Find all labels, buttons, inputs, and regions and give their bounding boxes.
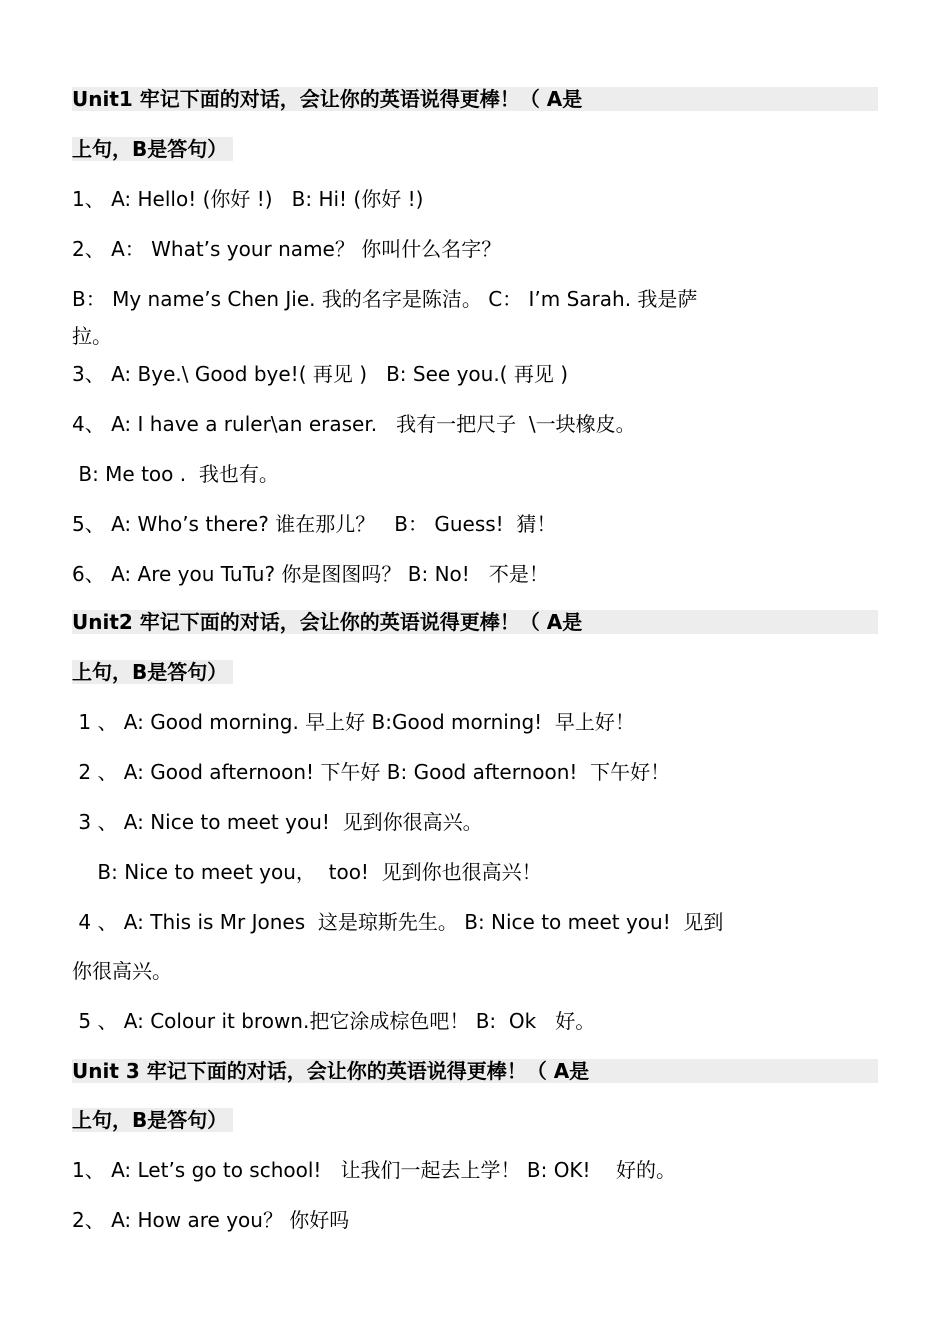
unit3-heading-line2-text: 上句，B是答句） <box>72 1106 233 1134</box>
unit1-heading-line2-text: 上句，B是答句） <box>72 135 233 163</box>
unit1-heading-line1: Unit1 牢记下面的对话，会让你的英语说得更棒！（ A是 <box>72 85 878 113</box>
unit2-heading-line2-text: 上句，B是答句） <box>72 658 233 686</box>
unit1-dialogue-2-answer: B： My name’s Chen Jie. 我的名字是陈洁。 C： I’m Sarah. 我是萨 <box>72 287 698 311</box>
unit1-dialogue-2: 2、 A： What’s your name？ 你叫什么名字？ <box>72 237 502 261</box>
unit2-dialogue-3-answer: B: Nice to meet you， too! 见到你也很高兴！ <box>72 860 542 884</box>
unit1-dialogue-2-answer-cont: 拉。 <box>72 324 112 348</box>
unit2-dialogue-4: 4 、 A: This is Mr Jones 这是琼斯先生。 B: Nice to meet you! 见到 <box>72 910 724 934</box>
unit1-dialogue-4: 4、 A: I have a ruler\an eraser. 我有一把尺子 \一块橡皮。 <box>72 412 636 436</box>
unit2-heading-line2 <box>72 658 878 686</box>
unit1-dialogue-4-answer: B: Me too . 我也有。 <box>72 462 279 486</box>
unit2-heading-line1: Unit2 牢记下面的对话，会让你的英语说得更棒！（ A是 <box>72 608 878 636</box>
unit2-dialogue-2: 2 、 A: Good afternoon! 下午好 B: Good afternoon! 下午好！ <box>72 760 671 784</box>
unit3-heading-line1: Unit 3 牢记下面的对话，会让你的英语说得更棒！（ A是 <box>72 1057 878 1085</box>
unit2-dialogue-3: 3 、 A: Nice to meet you! 见到你很高兴。 <box>72 810 483 834</box>
unit1-dialogue-1: 1、 A: Hello! (你好 !) B: Hi! (你好 !) <box>72 187 424 211</box>
unit3-dialogue-2: 2、 A: How are you？ 你好吗 <box>72 1208 350 1232</box>
unit2-dialogue-1: 1 、 A: Good morning. 早上好 B:Good morning! 早上好！ <box>72 710 635 734</box>
unit1-dialogue-5: 5、 A: Who’s there? 谁在那儿？ B： Guess! 猜！ <box>72 512 557 536</box>
unit1-dialogue-6: 6、 A: Are you TuTu? 你是图图吗？ B: No! 不是！ <box>72 562 549 586</box>
unit1-heading-line2 <box>72 135 878 163</box>
unit3-dialogue-1: 1、 A: Let’s go to school! 让我们一起去上学！ B: OK! 好的。 <box>72 1158 676 1182</box>
unit1-dialogue-3: 3、 A: Bye.\ Good bye!( 再见 ) B: See you.( 再见 ) <box>72 362 568 386</box>
unit3-heading-line2 <box>72 1106 878 1134</box>
unit2-dialogue-4-cont: 你很高兴。 <box>72 959 172 983</box>
unit2-dialogue-5: 5 、 A: Colour it brown.把它涂成棕色吧！ B: Ok 好。 <box>72 1009 596 1033</box>
